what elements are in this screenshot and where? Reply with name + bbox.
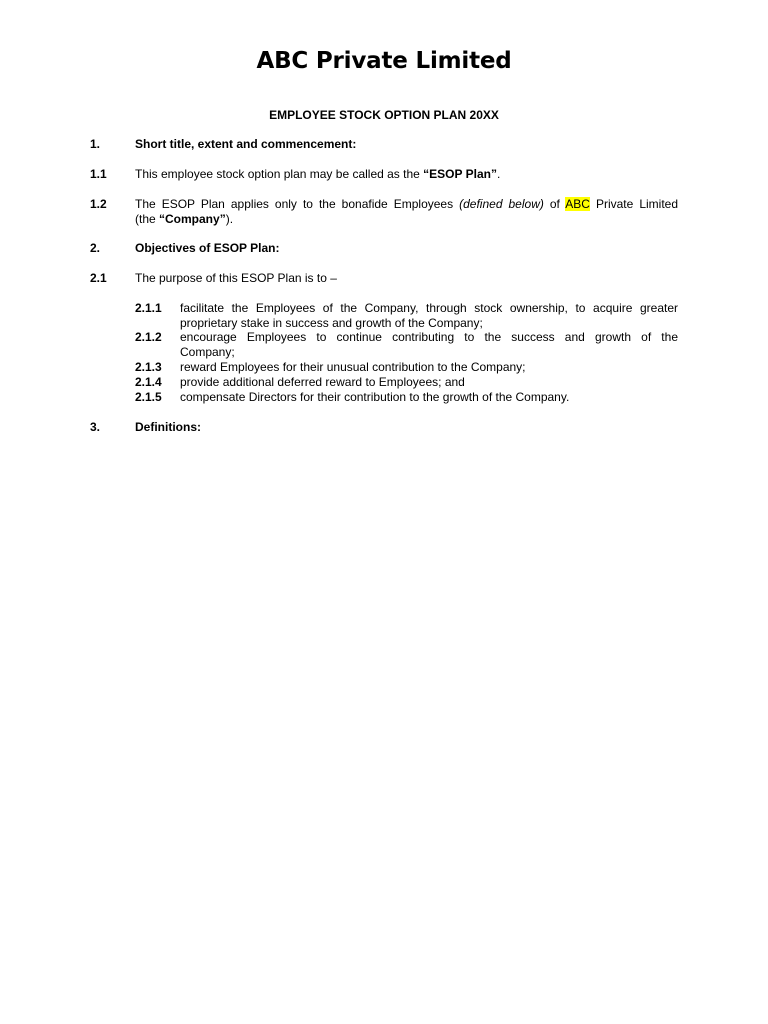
section-heading-text: Objectives of ESOP Plan: bbox=[135, 241, 280, 255]
clause-1-2 bbox=[90, 197, 678, 227]
clause-1-1 bbox=[90, 167, 678, 182]
sub-clause-number: 2.1.5 bbox=[135, 390, 162, 404]
clause-text-part: . bbox=[496, 167, 501, 181]
sub-clause-text bbox=[180, 301, 678, 331]
section-2-heading bbox=[90, 241, 678, 256]
sub-clause-2-1-5 bbox=[135, 390, 678, 405]
section-number: 3. bbox=[90, 420, 101, 434]
clause-number: 2.1 bbox=[90, 271, 107, 285]
clause-text: The purpose of this ESOP Plan is to – bbox=[135, 271, 337, 285]
sub-clause-number: 2.1.2 bbox=[135, 330, 162, 344]
sub-clause-text bbox=[180, 330, 678, 360]
clause-text bbox=[135, 167, 678, 182]
section-heading-text: Definitions: bbox=[135, 420, 201, 434]
section-heading-text: Short title, extent and commencement: bbox=[135, 137, 357, 151]
section-number: 1. bbox=[90, 137, 101, 151]
sub-clause-line: facilitate the Employees of the Company, through stock ownership, to acquire greater bbox=[180, 301, 678, 315]
sub-clause-line: compensate Directors for their contribution to the growth of the Company. bbox=[180, 390, 570, 404]
sub-clause-text bbox=[180, 390, 678, 405]
section-1-heading bbox=[90, 137, 678, 152]
clause-text-part: ). bbox=[225, 212, 234, 226]
italic-note: (defined below) bbox=[459, 197, 544, 211]
sub-clause-text bbox=[180, 375, 678, 390]
clause-text-part: The ESOP Plan applies only to the bonafide Employees bbox=[135, 197, 460, 211]
sub-clause-text bbox=[180, 360, 678, 375]
highlighted-company-name: ABC bbox=[565, 197, 590, 211]
sub-clause-number: 2.1.3 bbox=[135, 360, 162, 374]
section-number: 2. bbox=[90, 241, 101, 255]
defined-term: “Company” bbox=[159, 212, 226, 226]
company-title: ABC Private Limited bbox=[256, 48, 512, 74]
clause-2-1 bbox=[90, 271, 678, 286]
clause-number: 1.2 bbox=[90, 197, 107, 211]
clause-text-part: of bbox=[543, 197, 566, 211]
clause-line bbox=[135, 197, 678, 212]
clause-line bbox=[135, 212, 678, 227]
sub-clause-2-1-4 bbox=[135, 375, 678, 390]
sub-clause-2-1-2 bbox=[135, 330, 678, 360]
sub-clause-line: provide additional deferred reward to Employees; and bbox=[180, 375, 465, 389]
sub-clause-line: reward Employees for their unusual contribution to the Company; bbox=[180, 360, 526, 374]
defined-term: “ESOP Plan” bbox=[423, 167, 497, 181]
sub-clause-2-1-1 bbox=[135, 301, 678, 331]
sub-clause-2-1-3 bbox=[135, 360, 678, 375]
clause-text-part: Private Limited bbox=[589, 197, 679, 211]
sub-clause-line: proprietary stake in success and growth of the Company; bbox=[180, 316, 483, 330]
clause-number: 1.1 bbox=[90, 167, 107, 181]
sub-clause-line: encourage Employees to continue contributing to the success and growth of the bbox=[180, 330, 678, 344]
section-3-heading bbox=[90, 420, 678, 435]
plan-title: EMPLOYEE STOCK OPTION PLAN 20XX bbox=[269, 108, 499, 122]
clause-text-part: This employee stock option plan may be called as the bbox=[135, 167, 424, 181]
sub-clause-line: Company; bbox=[180, 345, 235, 359]
clause-text bbox=[135, 197, 678, 227]
sub-clause-number: 2.1.1 bbox=[135, 301, 162, 315]
sub-clause-number: 2.1.4 bbox=[135, 375, 162, 389]
clause-text-part: (the bbox=[135, 212, 160, 226]
